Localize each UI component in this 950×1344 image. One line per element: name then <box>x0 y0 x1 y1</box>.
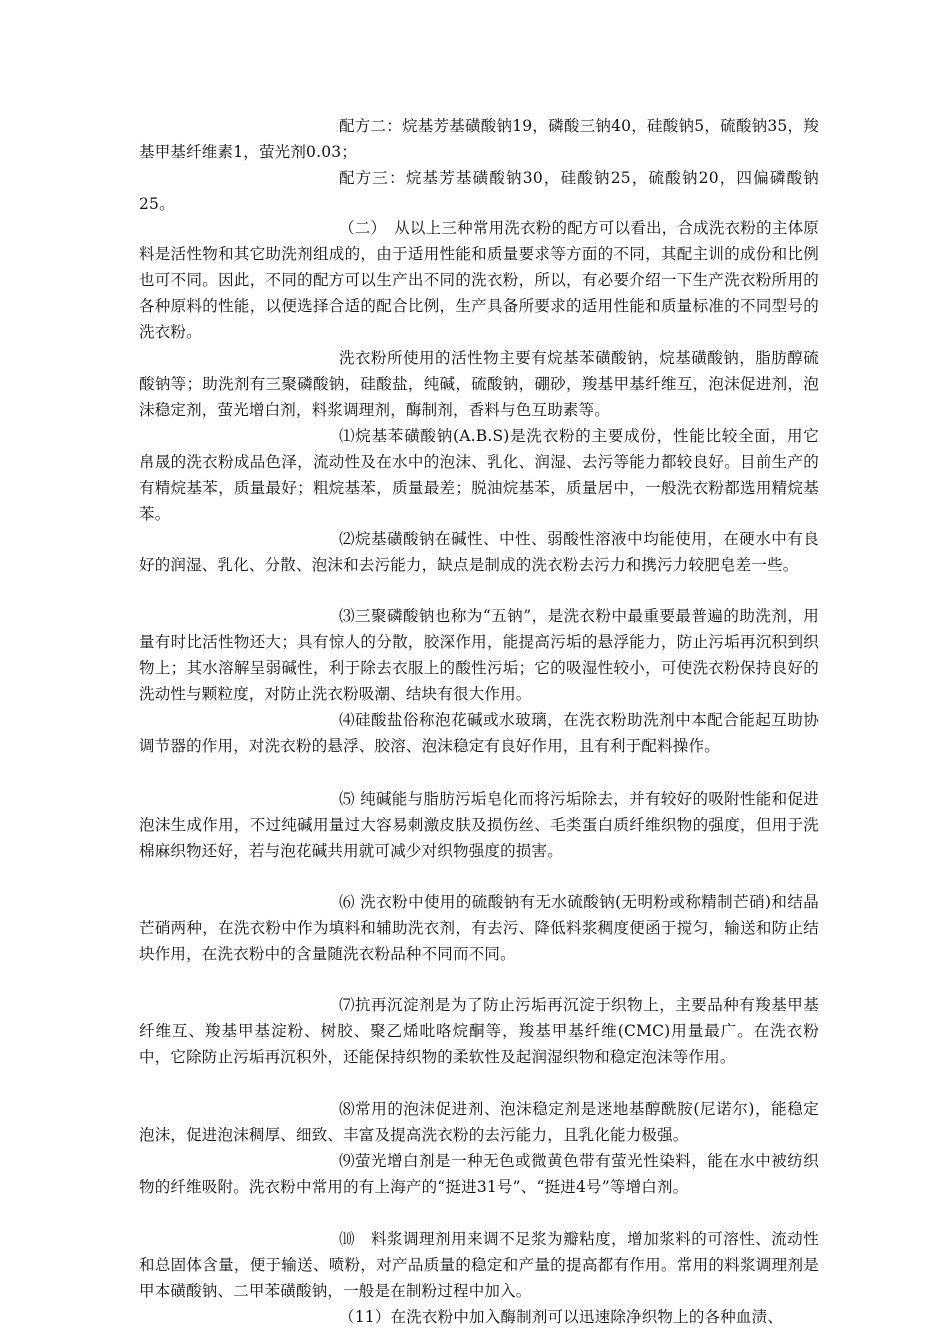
paragraph-item-9: ⑼萤光增白剂是一种无色或微黄色带有萤光性染料，能在水中被纺织物的纤维吸附。洗衣粉中常用的有上海产的“挺进31号”、“挺进4号”等增白剂。 <box>139 1152 819 1196</box>
paragraph-item-5: ⑸ 纯碱能与脂肪污垢皂化而将污垢除去，并有较好的吸附性能和促进泡沫生成作用，不过纯碱用量过大容易刺激皮肤及损伤丝、毛类蛋白质纤维织物的强度，但用于洗棉麻织物还好，若与泡花碱共用就可减少对织物强度的损害。 <box>139 790 819 860</box>
paragraph-item-3: ⑶三聚磷酸钠也称为“五钠”，是洗衣粉中最重要最普遍的助洗剂，用量有时比活性物还大；具有惊人的分散，胶深作用，能提高污垢的悬浮能力，防止污垢再沉积到织物上；其水溶解呈弱碱性，利于除去衣服上的酸性污垢；它的吸湿性较小，可使洗衣粉保持良好的洗动性与颗粒度，对防止洗衣粉吸潮、结块有很大作用。 <box>139 607 819 703</box>
paragraph-section-2: （二） 从以上三种常用洗衣粉的配方可以看出，合成洗衣粉的主体原料是活性物和其它助洗剂组成的，由于适用性能和质量要求等方面的不同，其配主训的成份和比例也可不同。因此，不同的配方可以生产出不同的洗衣粉，所以，有必要介绍一下生产洗衣粉所用的各种原料的性能，以便选择合适的配合比例，生产具备所要求的适用性能和质量标准的不同型号的洗衣粉。 <box>139 219 819 341</box>
paragraph-item-8: ⑻常用的泡沫促进剂、泡沫稳定剂是迷地基醇酰胺(尼诺尔)，能稳定泡沫，促进泡沫稠厚、细致、丰富及提高洗衣粉的去污能力，且乳化能力极强。 <box>139 1100 819 1144</box>
paragraph-item-2: ⑵烷基磺酸钠在碱性、中性、弱酸性溶液中均能使用，在硬水中有良好的润湿、乳化、分散、泡沫和去污能力，缺点是制成的洗衣粉去污力和携污力较肥皂差一些。 <box>139 530 819 574</box>
paragraph-item-6: ⑹ 洗衣粉中使用的硫酸钠有无水硫酸钠(无明粉或称精制芒硝)和结晶芒硝两种，在洗衣粉中作为填料和辅助洗衣剂，有去污、降低料浆稠度便函于搅匀，输送和防止结块作用，在洗衣粉中的含量随洗衣粉品种不同而不同。 <box>139 893 819 963</box>
paragraph-item-7: ⑺抗再沉淀剂是为了防止污垢再沉淀于织物上，主要品种有羧基甲基纤维互、羧基甲基淀粉、树胶、聚乙烯吡咯烷酮等，羧基甲基纤维(CMC)用量最广。在洗衣粉中，它除防止污垢再沉积外，还能保持织物的柔软性及起润湿织物和稳定泡沫等作用。 <box>139 996 819 1066</box>
paragraph-formula-2: 配方二：烷基芳基磺酸钠19，磷酸三钠40，硅酸钠5，硫酸钠35，羧基甲基纤维素1，萤光剂0.03； <box>139 117 819 161</box>
paragraph-item-10: ⑽ 料浆调理剂用来调不足浆为瓣粘度，增加浆料的可溶性、流动性和总固体含量，便于输送、喷粉，对产品质量的稳定和产量的提高都有作用。常用的料浆调理剂是甲本磺酸钠、二甲苯磺酸钠，一般是在制粉过程中加入。 <box>139 1230 819 1300</box>
paragraph-item-4: ⑷硅酸盐俗称泡花碱或水玻璃，在洗衣粉助洗剂中本配合能起互助协调节器的作用，对洗衣粉的悬浮、胶溶、泡沫稳定有良好作用，且有利于配料操作。 <box>139 711 819 755</box>
paragraph-ingredients: 洗衣粉所使用的活性物主要有烷基苯磺酸钠，烷基磺酸钠，脂肪醇硫酸钠等；助洗剂有三聚磷酸钠，硅酸盐，纯碱，硫酸钠，硼砂，羧基甲基纤维互，泡沫促进剂，泡沫稳定剂，萤光增白剂，料浆调理剂，酶制剂，香料与色互助素等。 <box>139 349 819 419</box>
paragraph-item-11: （11）在洗衣粉中加入酶制剂可以迅速除净织物上的各种血渍、 <box>339 1308 784 1326</box>
paragraph-formula-3: 配方三：烷基芳基磺酸钠30，硅酸钠25，硫酸钠20，四偏磷酸钠25。 <box>139 169 819 213</box>
paragraph-item-1: ⑴烷基苯磺酸钠(A.B.S)是洗衣粉的主要成份，性能比较全面，用它帛晟的洗衣粉成品色泽，流动性及在水中的泡沫、乳化、润湿、去污等能力都较良好。目前生产的有精烷基苯，质量最好；粗烷基苯，质量最差；脱油烷基苯，质量居中，一般洗衣粉都选用精烷基苯。 <box>139 427 819 523</box>
